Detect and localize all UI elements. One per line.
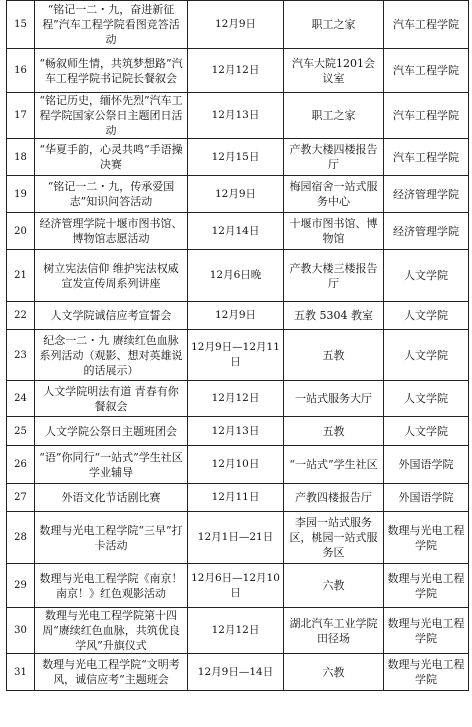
table-row (7, 608, 469, 654)
row-number-cell: 23 (7, 330, 35, 381)
activity-date-cell: 12月6日晚 (188, 250, 284, 302)
organizer-cell: 汽车工程学院 (384, 139, 469, 176)
activity-name-cell: 外语文化节话剧比赛 (35, 484, 188, 512)
table-row (7, 512, 469, 564)
activity-name-cell: 数理与光电工程学院第十四周“赓续红色血脉，共筑优良学风”升旗仪式 (35, 608, 188, 654)
activity-date-cell: 12月12日 (188, 49, 284, 93)
table-row (7, 93, 469, 139)
activity-name-cell: 纪念一二・九 赓续红色血脉系列活动（观影、想对英雄说的话展示） (35, 330, 188, 381)
activity-place-cell: 产教四楼报告厅 (284, 484, 384, 512)
activity-date-cell: 12月10日 (188, 446, 284, 484)
activity-name-cell: “铭记一二・九，奋进新征程”汽车工程学院看图竞答活动 (35, 1, 188, 49)
table-row (7, 302, 469, 330)
row-number-cell: 15 (7, 1, 35, 49)
row-number-cell: 16 (7, 49, 35, 93)
organizer-cell: 数理与光电工程学院 (384, 654, 469, 691)
row-number-cell: 27 (7, 484, 35, 512)
activity-date-cell: 12月9日 (188, 176, 284, 213)
organizer-cell: 数理与光电工程学院 (384, 608, 469, 654)
table-row (7, 213, 469, 250)
organizer-cell: 数理与光电工程学院 (384, 512, 469, 564)
row-number-cell: 24 (7, 381, 35, 417)
activity-place-cell: 一站式服务大厅 (284, 381, 384, 417)
table-row (7, 49, 469, 93)
row-number-cell: 31 (7, 654, 35, 691)
activity-place-cell: 五教 (284, 330, 384, 381)
organizer-cell: 外国语学院 (384, 484, 469, 512)
activity-date-cell: 12月9日 (188, 302, 284, 330)
activity-date-cell: 12月13日 (188, 417, 284, 446)
activity-date-cell: 12月9日 (188, 1, 284, 49)
organizer-cell: 数理与光电工程学院 (384, 564, 469, 608)
table-row (7, 654, 469, 691)
table-row (7, 417, 469, 446)
activity-name-cell: “畅叙师生情，共筑梦想路”汽车工程学院书记院长餐叙会 (35, 49, 188, 93)
organizer-cell: 汽车工程学院 (384, 49, 469, 93)
activity-date-cell: 12月9日—12月11日 (188, 330, 284, 381)
activity-date-cell: 12月13日 (188, 93, 284, 139)
activity-date-cell: 12月1日—21日 (188, 512, 284, 564)
activity-place-cell: 六教 (284, 654, 384, 691)
activity-table-body (7, 1, 469, 691)
activity-date-cell: 12月11日 (188, 484, 284, 512)
activity-place-cell: “一站式”学生社区 (284, 446, 384, 484)
organizer-cell: 人文学院 (384, 417, 469, 446)
activity-place-cell: 职工之家 (284, 1, 384, 49)
activity-place-cell: 职工之家 (284, 93, 384, 139)
activity-place-cell: 五教 5304 教室 (284, 302, 384, 330)
table-row (7, 564, 469, 608)
activity-name-cell: 人文学院明法有道 青春有你餐叙会 (35, 381, 188, 417)
activity-name-cell: “铭记历史，缅怀先烈”汽车工程学院国家公祭日主题团日活动 (35, 93, 188, 139)
activity-name-cell: “语”你同行“一站式”学生社区学业辅导 (35, 446, 188, 484)
activity-place-cell: 六教 (284, 564, 384, 608)
activity-name-cell: “铭记一二・九，传承爱国志”知识问答活动 (35, 176, 188, 213)
activity-name-cell: 树立宪法信仰 维护宪法权威 宣发宣传周系列讲座 (35, 250, 188, 302)
row-number-cell: 26 (7, 446, 35, 484)
activity-table (6, 0, 469, 691)
activity-date-cell: 12月12日 (188, 381, 284, 417)
activity-place-cell: 汽车大院1201会议室 (284, 49, 384, 93)
activity-name-cell: 人文学院诚信应考宣誓会 (35, 302, 188, 330)
activity-name-cell: 数理与光电工程学院“三早”打卡活动 (35, 512, 188, 564)
activity-name-cell: 经济管理学院十堰市图书馆、博物馆志愿活动 (35, 213, 188, 250)
activity-place-cell: 产教大楼三楼报告厅 (284, 250, 384, 302)
row-number-cell: 19 (7, 176, 35, 213)
row-number-cell: 17 (7, 93, 35, 139)
row-number-cell: 18 (7, 139, 35, 176)
row-number-cell: 29 (7, 564, 35, 608)
table-row (7, 446, 469, 484)
row-number-cell: 25 (7, 417, 35, 446)
organizer-cell: 人文学院 (384, 381, 469, 417)
organizer-cell: 人文学院 (384, 302, 469, 330)
organizer-cell: 外国语学院 (384, 446, 469, 484)
activity-place-cell: 梅园宿舍一站式服务中心 (284, 176, 384, 213)
organizer-cell: 经济管理学院 (384, 176, 469, 213)
table-row (7, 250, 469, 302)
activity-place-cell: 李园一站式服务区，桃园一站式服务区 (284, 512, 384, 564)
activity-place-cell: 湖北汽车工业学院田径场 (284, 608, 384, 654)
row-number-cell: 20 (7, 213, 35, 250)
table-row (7, 176, 469, 213)
organizer-cell: 汽车工程学院 (384, 93, 469, 139)
activity-name-cell: 数理与光电工程学院《南京！南京！》红色观影活动 (35, 564, 188, 608)
activity-name-cell: 数理与光电工程学院“文明考风，诚信应考”主题班会 (35, 654, 188, 691)
activity-schedule-sheet (6, 0, 468, 722)
table-row (7, 330, 469, 381)
row-number-cell: 21 (7, 250, 35, 302)
organizer-cell: 汽车工程学院 (384, 1, 469, 49)
activity-name-cell: “华夏手韵，心灵共鸣”手语操决赛 (35, 139, 188, 176)
table-row (7, 381, 469, 417)
row-number-cell: 28 (7, 512, 35, 564)
row-number-cell: 22 (7, 302, 35, 330)
table-row (7, 484, 469, 512)
activity-place-cell: 五教 (284, 417, 384, 446)
row-number-cell: 30 (7, 608, 35, 654)
organizer-cell: 经济管理学院 (384, 213, 469, 250)
table-row (7, 139, 469, 176)
table-row (7, 1, 469, 49)
activity-date-cell: 12月6日—12月10日 (188, 564, 284, 608)
activity-name-cell: 人文学院公祭日主题班团会 (35, 417, 188, 446)
organizer-cell: 人文学院 (384, 330, 469, 381)
activity-date-cell: 12月12日 (188, 608, 284, 654)
activity-place-cell: 产教大楼四楼报告厅 (284, 139, 384, 176)
activity-date-cell: 12月14日 (188, 213, 284, 250)
organizer-cell: 人文学院 (384, 250, 469, 302)
activity-date-cell: 12月15日 (188, 139, 284, 176)
activity-date-cell: 12月9日—14日 (188, 654, 284, 691)
activity-place-cell: 十堰市图书馆、博物馆 (284, 213, 384, 250)
